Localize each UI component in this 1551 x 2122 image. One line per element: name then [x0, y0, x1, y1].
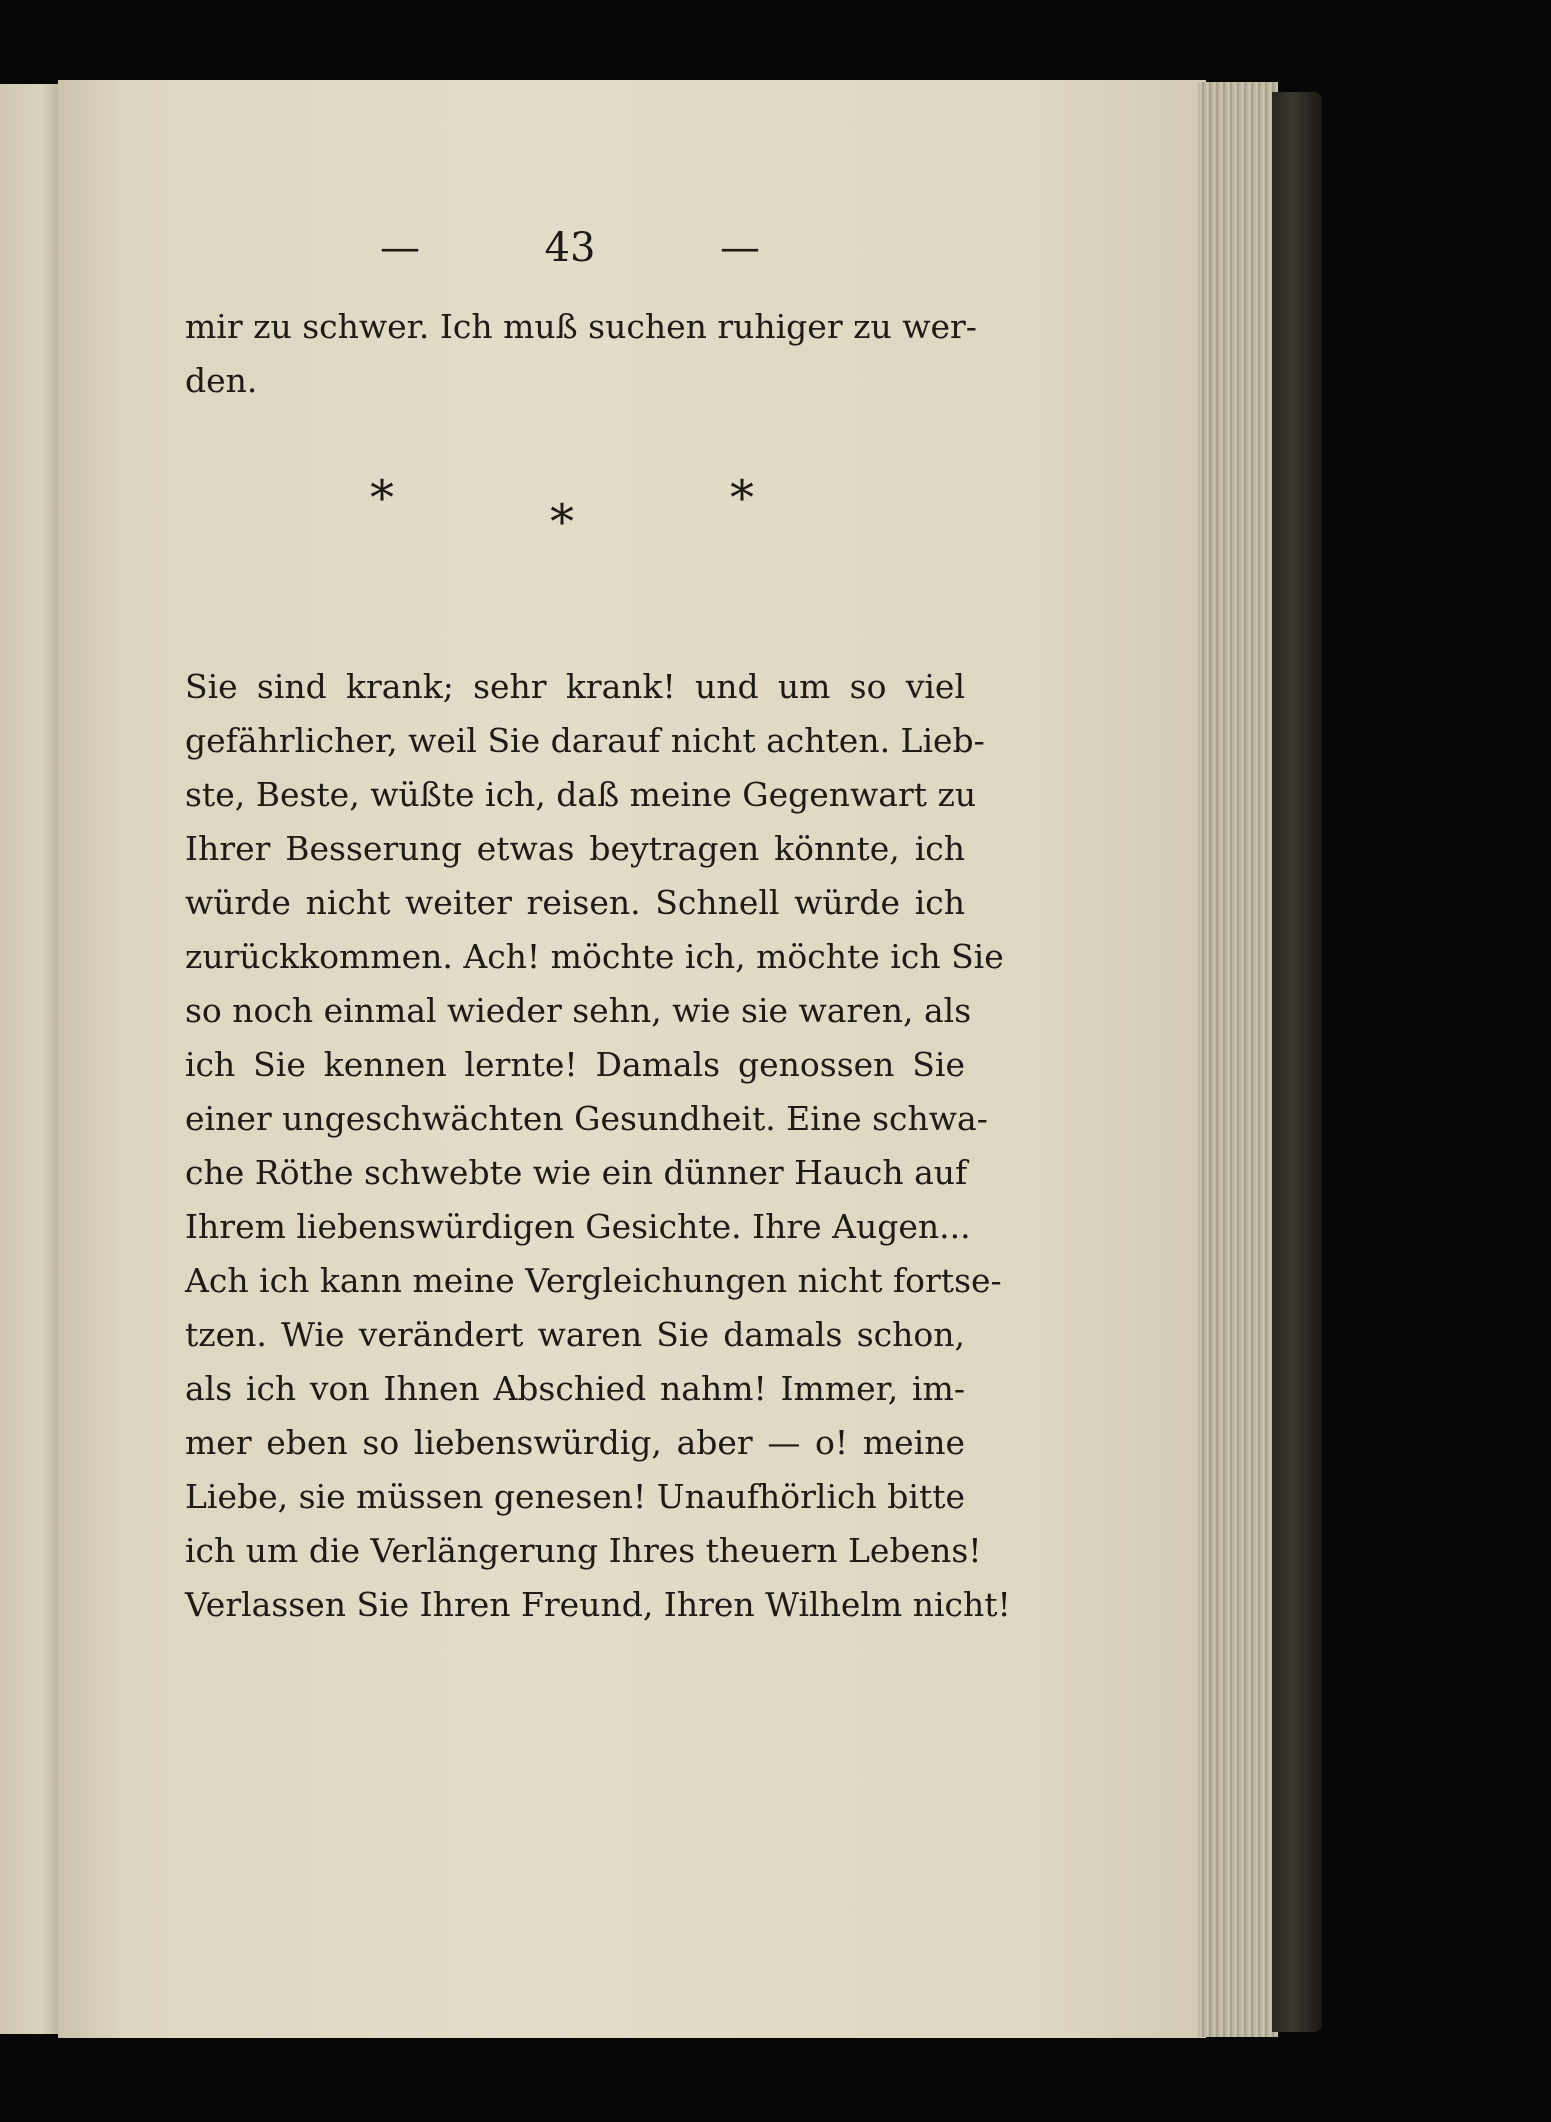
text-line: zurückkommen. Ach! möchte ich, möchte ich Sie	[185, 937, 1004, 976]
page-block-edges	[1198, 82, 1278, 2037]
text-line: als ich von Ihnen Abschied nahm! Immer, im-	[185, 1369, 965, 1408]
text-line: ich um die Verlängerung Ihres theuern Lebens!	[185, 1531, 982, 1570]
text-line: Ihrem liebenswürdigen Gesichte. Ihre Augen...	[185, 1207, 971, 1246]
intro-paragraph	[185, 300, 977, 408]
text-line: einer ungeschwächten Gesundheit. Eine schwa-	[185, 1099, 988, 1138]
header-dash-right: —	[720, 225, 760, 271]
text-line: Liebe, sie müssen genesen! Unaufhörlich bitte	[185, 1477, 965, 1516]
text-line: Verlassen Sie Ihren Freund, Ihren Wilhelm nicht!	[185, 1585, 1011, 1624]
text-line: ste, Beste, wüßte ich, daß meine Gegenwart zu	[185, 775, 977, 814]
asterisk: *	[550, 494, 574, 550]
page-header	[380, 225, 760, 271]
text-line: tzen. Wie verändert waren Sie damals schon,	[185, 1315, 965, 1354]
facing-page-edge	[0, 84, 60, 2034]
text-line: ich Sie kennen lernte! Damals genossen Sie	[185, 1045, 965, 1084]
body-paragraph	[185, 660, 1011, 1632]
text-line: würde nicht weiter reisen. Schnell würde ich	[185, 883, 965, 922]
text-line: so noch einmal wieder sehn, wie sie waren, als	[185, 991, 972, 1030]
book-cover-edge	[1272, 92, 1322, 2032]
text-line: che Röthe schwebte wie ein dünner Hauch auf	[185, 1153, 968, 1192]
text-line: mir zu schwer. Ich muß suchen ruhiger zu wer-	[185, 307, 977, 346]
text-line: Ach ich kann meine Vergleichungen nicht fortse-	[185, 1261, 1002, 1300]
page-number: 43	[544, 225, 596, 271]
header-dash-left: —	[380, 225, 420, 271]
text-line: gefährlicher, weil Sie darauf nicht achten. Lieb-	[185, 721, 985, 760]
text-line: Sie sind krank; sehr krank! und um so viel	[185, 667, 965, 706]
section-separator	[350, 470, 770, 550]
asterisk: *	[730, 470, 754, 526]
text-line: mer eben so liebenswürdig, aber — o! meine	[185, 1423, 965, 1462]
text-line: Ihrer Besserung etwas beytragen könnte, ich	[185, 829, 965, 868]
text-line: den.	[185, 361, 258, 400]
asterisk: *	[370, 470, 394, 526]
